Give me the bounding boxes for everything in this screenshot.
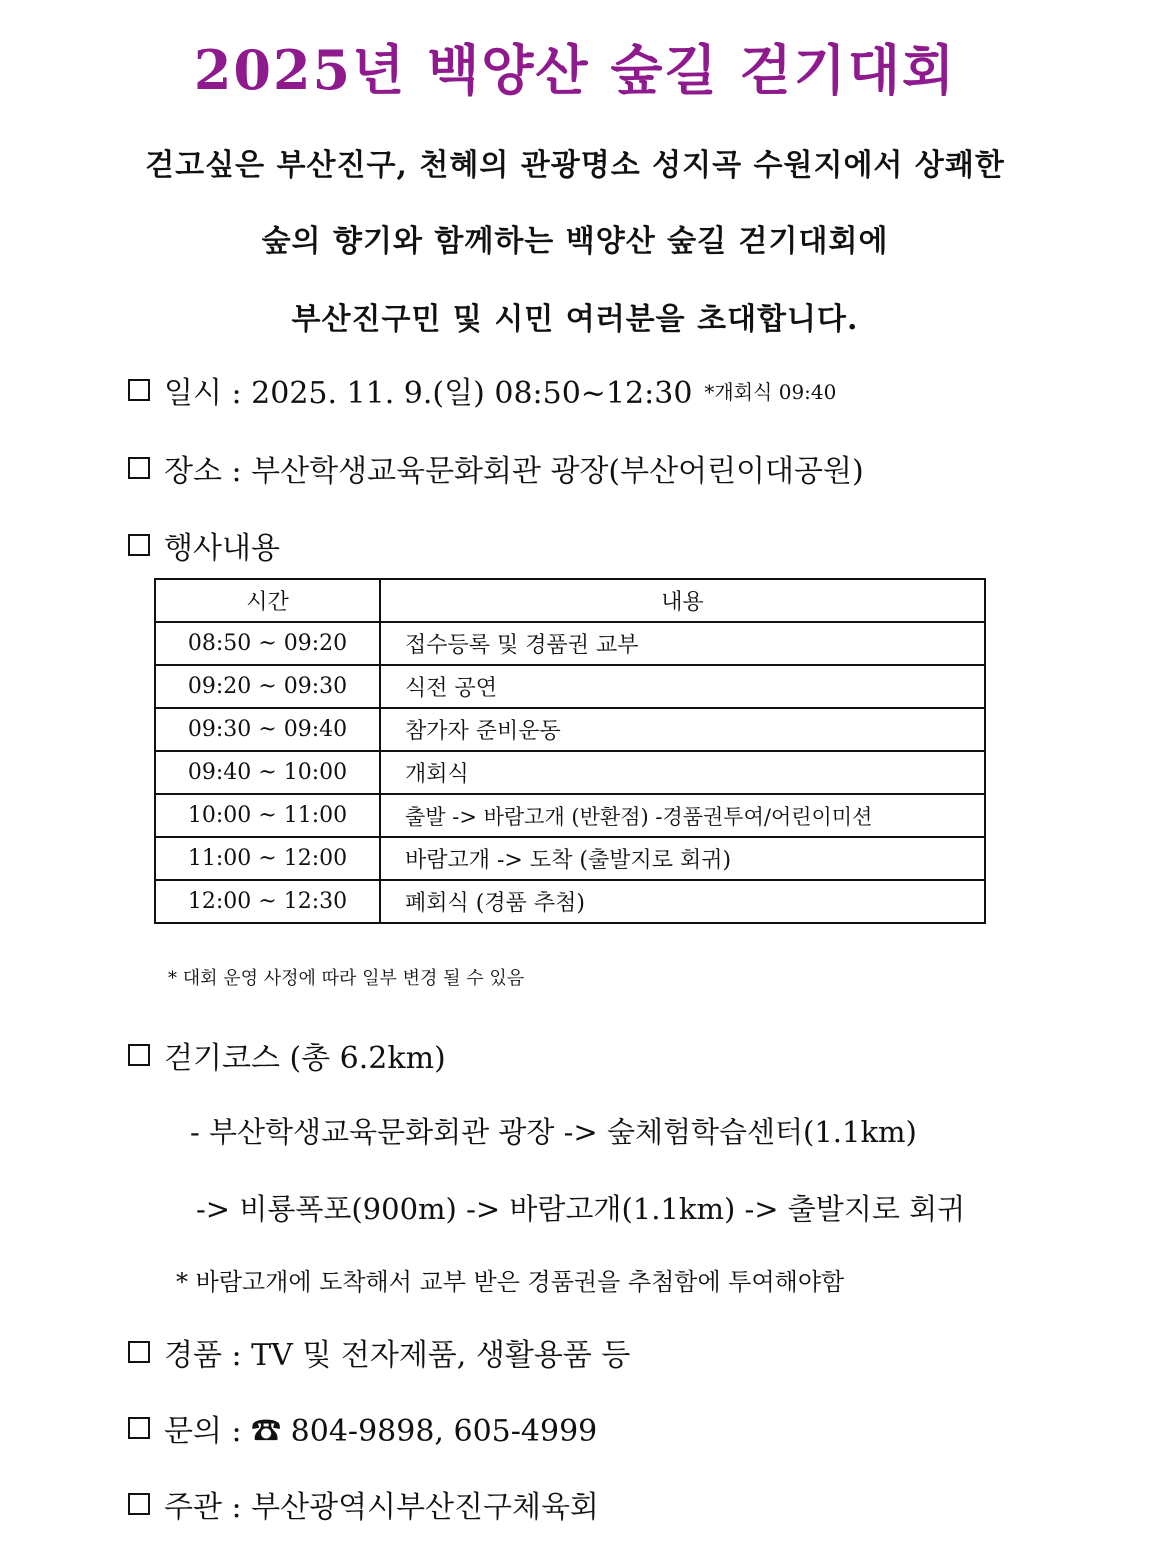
- schedule-table: [154, 578, 986, 924]
- schedule-content: 참가자 준비운동: [380, 708, 985, 751]
- checkbox-icon: [128, 1044, 150, 1066]
- intro-line-1: 걷고싶은 부산진구, 천혜의 관광명소 성지곡 수원지에서 상쾌한: [145, 148, 1005, 183]
- datetime-section: [128, 368, 836, 412]
- host-text: 주관 : 부산광역시부산진구체육회: [164, 1490, 599, 1525]
- intro-line-2: 숲의 향기와 함께하는 백양산 숲길 걷기대회에: [261, 224, 889, 259]
- contact-section: [128, 1406, 597, 1450]
- course-line-1: - 부산학생교육문화회관 광장 -> 숲체험학습센터(1.1km): [190, 1115, 917, 1149]
- table-row: [155, 751, 985, 794]
- course-line-2: -> 비룡폭포(900m) -> 바람고개(1.1km) -> 출발지로 회귀: [196, 1192, 966, 1226]
- time-column-header: 시간: [155, 579, 380, 622]
- intro-line-3: 부산진구민 및 시민 여러분을 초대합니다.: [291, 302, 859, 337]
- schedule-content: 폐회식 (경품 추첨): [380, 880, 985, 923]
- table-row: [155, 622, 985, 665]
- venue-text: 장소 : 부산학생교육문화회관 광장(부산어린이대공원): [164, 454, 864, 489]
- opening-ceremony-note: *개회식 09:40: [704, 379, 837, 404]
- page-title: 2025년 백양산 숲길 걷기대회: [193, 38, 957, 102]
- schedule-content: 출발 -> 바람고개 (반환점) -경품권투여/어린이미션: [380, 794, 985, 837]
- table-row: [155, 837, 985, 880]
- schedule-time: 10:00 ~ 11:00: [155, 794, 380, 837]
- events-section: [128, 523, 280, 567]
- datetime-text: 일시 : 2025. 11. 9.(일) 08:50~12:30: [164, 376, 693, 411]
- course-note: * 바람고개에 도착해서 교부 받은 경품권을 추첨함에 투여해야함: [176, 1268, 845, 1296]
- schedule-time: 09:20 ~ 09:30: [155, 665, 380, 708]
- checkbox-icon: [128, 379, 150, 401]
- table-row: [155, 880, 985, 923]
- checkbox-icon: [128, 1341, 150, 1363]
- table-row: [155, 708, 985, 751]
- events-heading: 행사내용: [164, 531, 280, 566]
- table-row: [155, 794, 985, 837]
- content-column-header: 내용: [380, 579, 985, 622]
- schedule-time: 09:30 ~ 09:40: [155, 708, 380, 751]
- schedule-time: 12:00 ~ 12:30: [155, 880, 380, 923]
- prizes-section: [128, 1330, 630, 1374]
- schedule-time: 11:00 ~ 12:00: [155, 837, 380, 880]
- schedule-note: * 대회 운영 사정에 따라 일부 변경 될 수 있음: [168, 968, 525, 989]
- course-section: [128, 1033, 446, 1077]
- schedule-content: 개회식: [380, 751, 985, 794]
- host-section: [128, 1482, 599, 1526]
- schedule-content: 식전 공연: [380, 665, 985, 708]
- prizes-text: 경품 : TV 및 전자제품, 생활용품 등: [164, 1338, 631, 1373]
- checkbox-icon: [128, 457, 150, 479]
- course-heading: 걷기코스 (총 6.2km): [164, 1041, 446, 1076]
- venue-section: [128, 446, 864, 490]
- schedule-time: 08:50 ~ 09:20: [155, 622, 380, 665]
- checkbox-icon: [128, 1493, 150, 1515]
- table-row: [155, 665, 985, 708]
- schedule-content: 바람고개 -> 도착 (출발지로 회귀): [380, 837, 985, 880]
- schedule-header-row: [155, 579, 985, 622]
- contact-text: 문의 : ☎ 804-9898, 605-4999: [164, 1414, 598, 1449]
- checkbox-icon: [128, 1417, 150, 1439]
- schedule-time: 09:40 ~ 10:00: [155, 751, 380, 794]
- schedule-content: 접수등록 및 경품권 교부: [380, 622, 985, 665]
- checkbox-icon: [128, 534, 150, 556]
